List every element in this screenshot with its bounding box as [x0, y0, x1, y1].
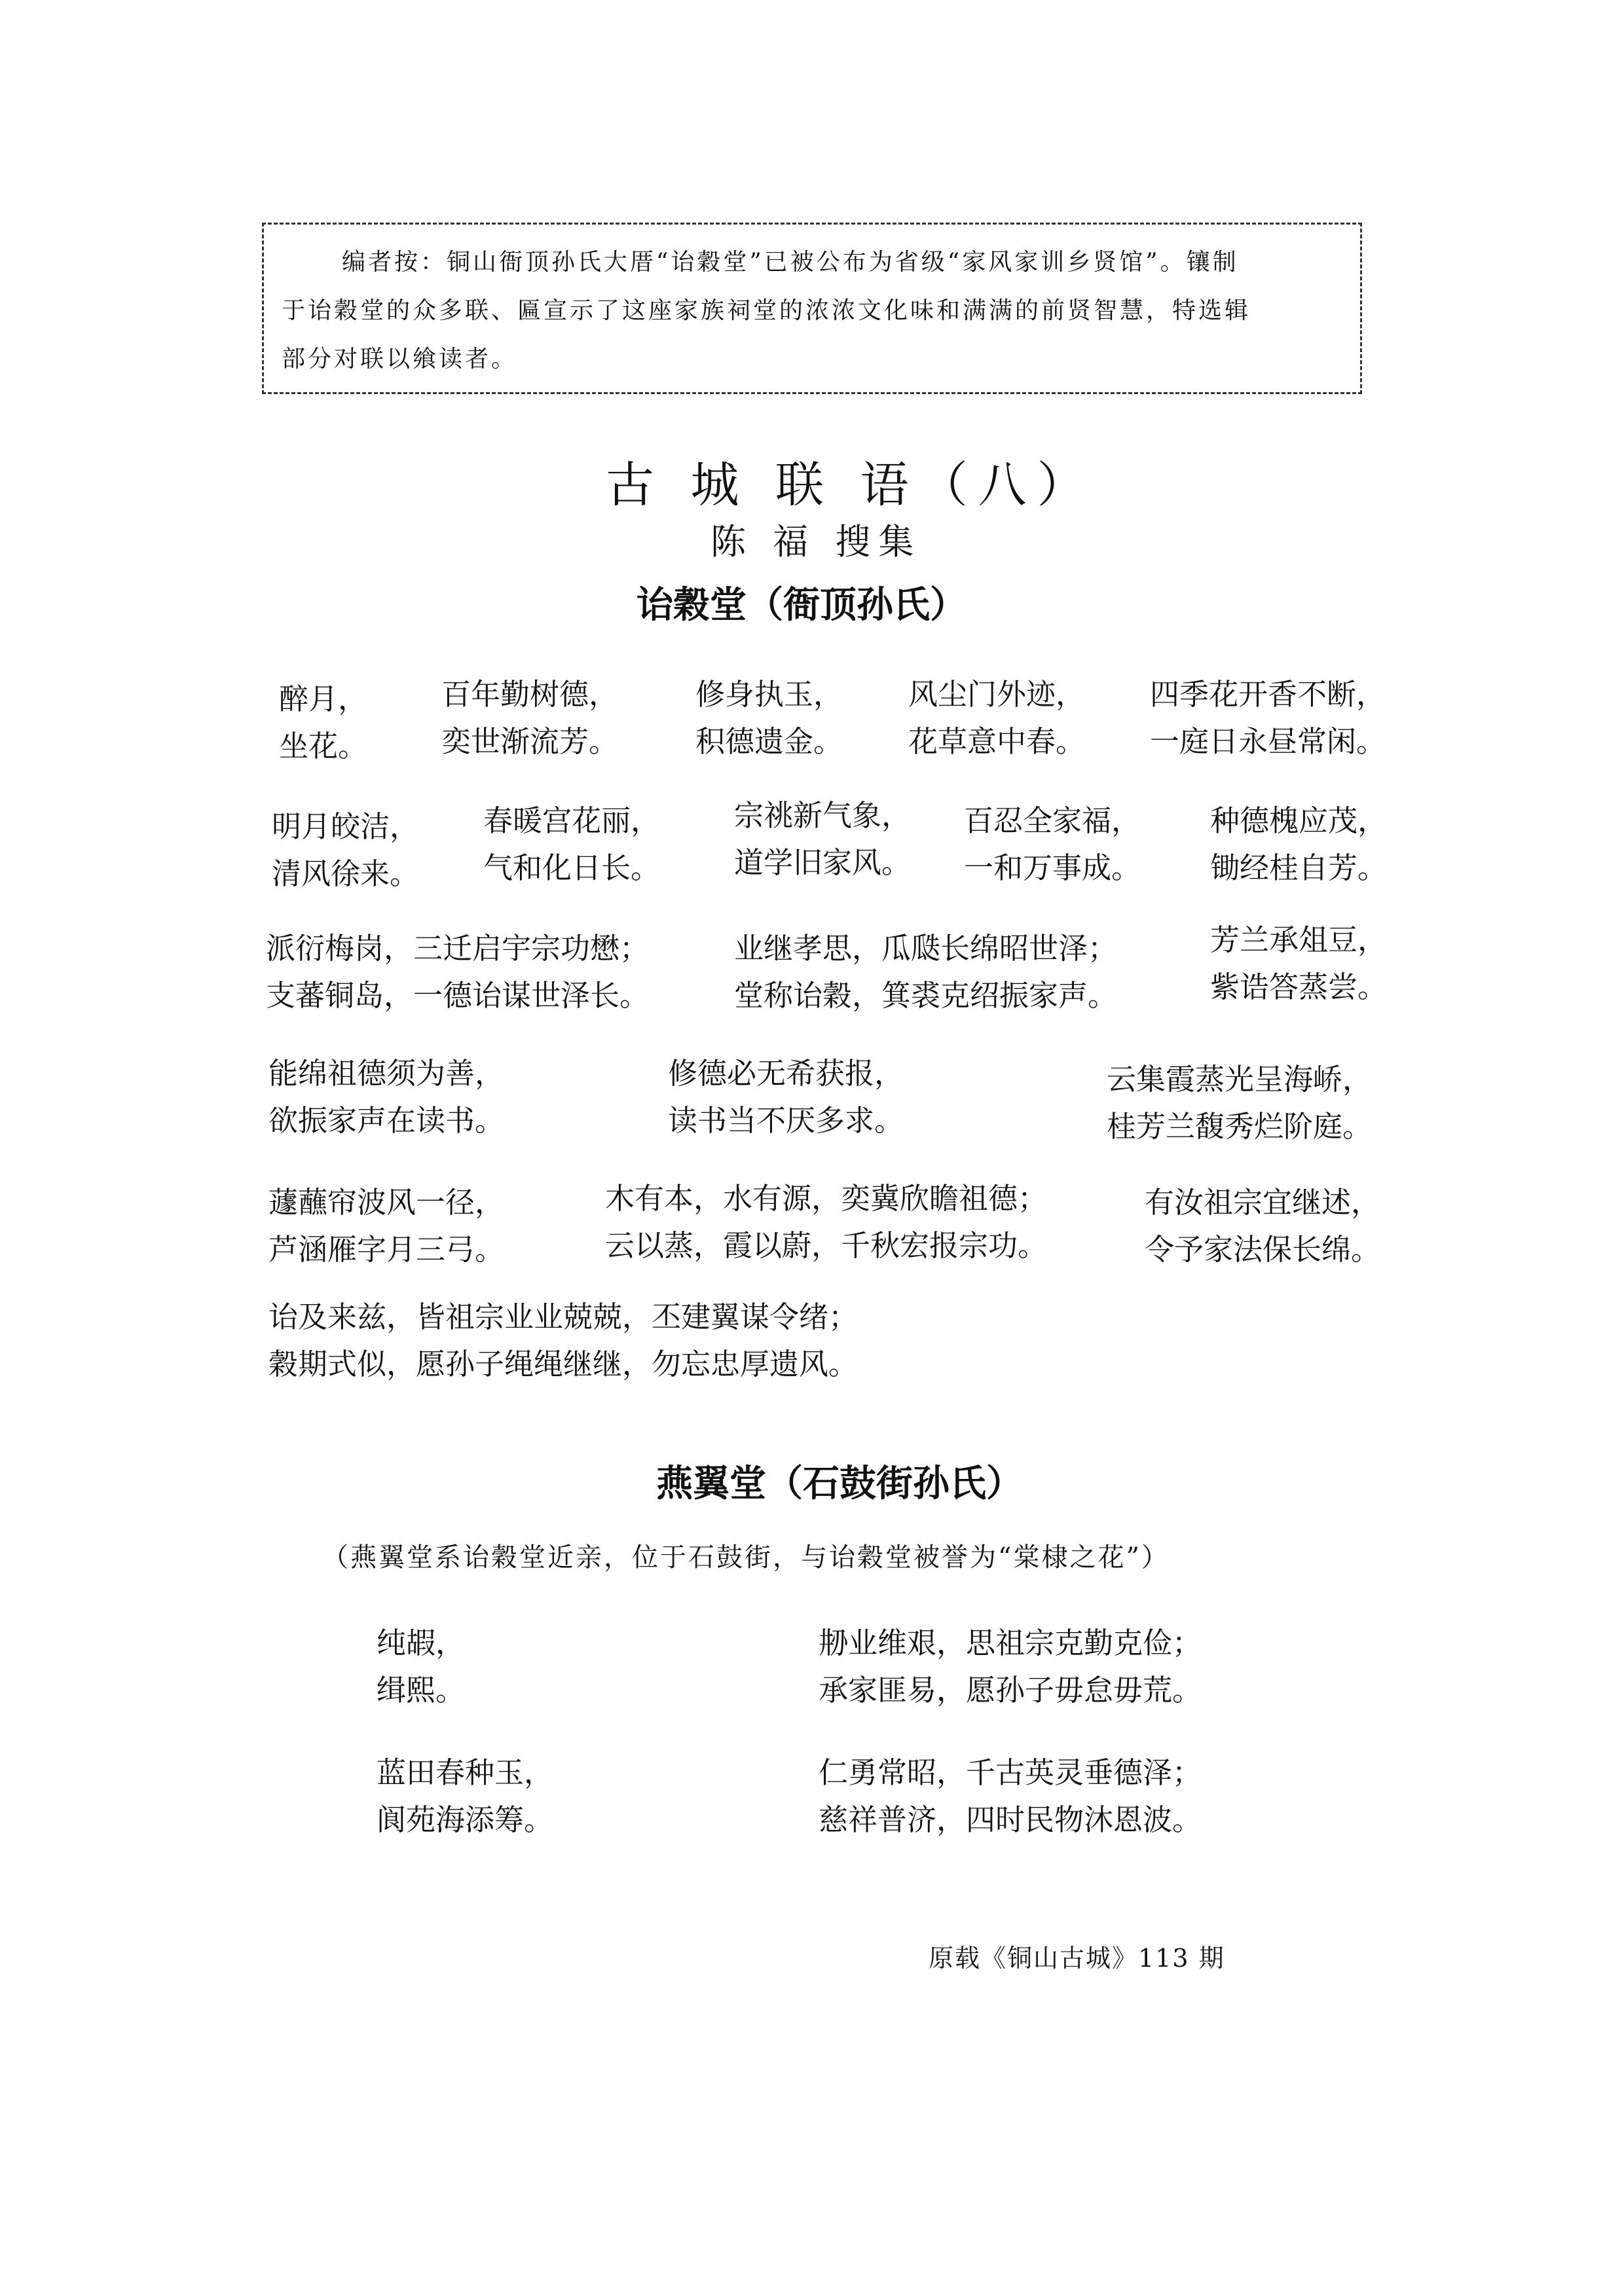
- couplet-5: 四季花开香不断， 一庭日永昼常闲。: [1150, 677, 1386, 759]
- couplet-3: 修身执玉， 积德遗金。: [695, 677, 843, 759]
- editor-note-line-2: 于诒穀堂的众多联、匾宣示了这座家族祠堂的浓浓文化味和满满的前贤智慧，特选辑: [282, 297, 1251, 324]
- couplet-16: 云集霞蒸光呈海峤， 桂芳兰馥秀烂阶庭。: [1107, 1062, 1373, 1144]
- source-citation: 原载《铜山古城》113 期: [929, 1944, 1225, 1973]
- hall-note-yanyitang: （燕翼堂系诒穀堂近亲，位于石鼓街，与诒穀堂被誉为“棠棣之花”）: [322, 1542, 1170, 1573]
- couplet-23: 蓝田春种玉， 阆苑海添筹。: [377, 1755, 554, 1837]
- editor-note-line-1: 编者按：铜山衙顶孙氏大厝“诒穀堂”已被公布为省级“家风家训乡贤馆”。镶制: [342, 249, 1239, 276]
- couplet-22: 刱业维艰，思祖宗克勤克俭； 承家匪易，愿孙子毋怠毋荒。: [819, 1626, 1202, 1707]
- couplet-17: 蘧蘸帘波风一径， 芦涵雁字月三弓。: [268, 1185, 505, 1267]
- couplet-9: 百忍全家福， 一和万事成。: [964, 803, 1141, 885]
- editor-note-line-3: 部分对联以飨读者。: [282, 346, 518, 373]
- couplet-19: 有汝祖宗宜继述， 令予家法保长绵。: [1145, 1185, 1381, 1267]
- couplet-21: 纯嘏， 缉熙。: [377, 1626, 466, 1707]
- couplet-1: 醉月， 坐花。: [279, 682, 368, 763]
- couplet-8: 宗祧新气象， 道学旧家风。: [734, 798, 912, 880]
- couplet-13: 芳兰承俎豆， 紫诰答蒸尝。: [1210, 922, 1388, 1004]
- couplet-11: 派衍梅岗，三迁启宇宗功懋； 支蕃铜岛，一德诒谋世泽长。: [266, 931, 650, 1013]
- couplet-7: 春暖宫花丽， 气和化日长。: [483, 803, 661, 885]
- article-author: 陈 福 搜集: [710, 521, 922, 562]
- couplet-12: 业继孝思，瓜瓞长绵昭世泽； 堂称诒穀，箕裘克绍振家声。: [734, 931, 1118, 1013]
- couplet-10: 种德槐应茂， 锄经桂自芳。: [1210, 803, 1388, 885]
- couplet-6: 明月皎洁， 清风徐来。: [272, 809, 420, 891]
- hall-title-yigutang: 诒穀堂（衙顶孙氏）: [637, 584, 967, 627]
- couplet-15: 修德必无希获报， 读书当不厌多求。: [668, 1056, 904, 1138]
- couplet-2: 百年勤树德， 奕世渐流芳。: [441, 677, 619, 759]
- couplet-20: 诒及来兹，皆祖宗业业兢兢，丕建翼谋令绪； 穀期式似，愿孙子绳绳继继，勿忘忠厚遗风。: [268, 1300, 858, 1381]
- article-title: 古 城 联 语（八）: [606, 457, 1096, 513]
- couplet-14: 能绵祖德须为善， 欲振家声在读书。: [268, 1056, 505, 1138]
- hall-title-yanyitang: 燕翼堂（石鼓街孙氏）: [656, 1463, 1023, 1505]
- couplet-24: 仁勇常昭，千古英灵垂德泽； 慈祥普济，四时民物沐恩波。: [819, 1755, 1202, 1837]
- couplet-4: 风尘门外迹， 花草意中春。: [908, 677, 1086, 759]
- couplet-18: 木有本，水有源，奕冀欣瞻祖德； 云以蒸，霞以蔚，千秋宏报宗功。: [605, 1181, 1048, 1263]
